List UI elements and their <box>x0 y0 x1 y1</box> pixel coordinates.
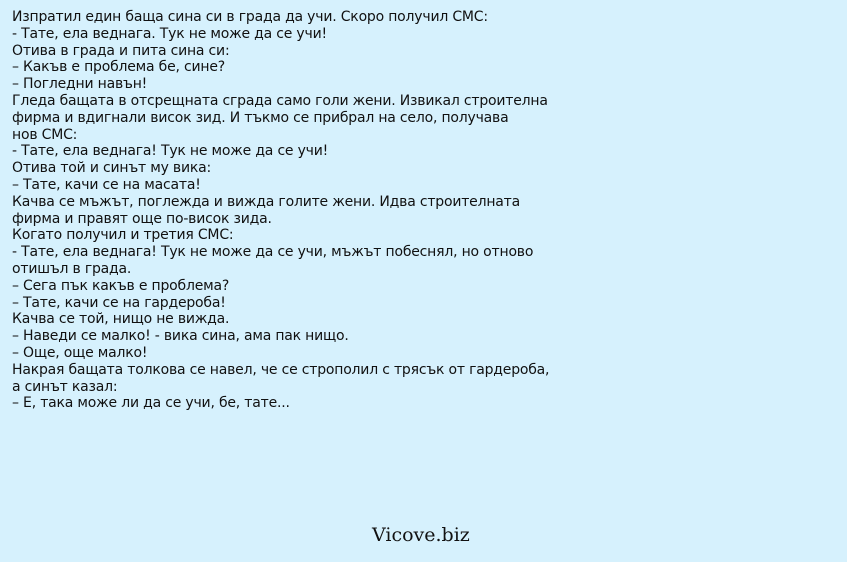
joke-line: Отива той и синът му вика: <box>12 160 212 177</box>
joke-line: Качва се мъжът, поглежда и вижда голите жени. Идва строителната <box>12 193 521 210</box>
joke-line: - Тате, ела веднага! Тук не може да се учи, мъжът побеснял, но отново <box>12 244 534 261</box>
joke-line: – Погледни навън! <box>12 76 148 93</box>
joke-line: – Сега пък какъв е проблема? <box>12 277 230 294</box>
joke-line: Накрая бащата толкова се навел, че се строполил с трясък от гардероба, <box>12 361 550 378</box>
joke-line: фирма и вдигнали висок зид. И тъкмо се прибрал на село, получава <box>12 109 509 126</box>
site-watermark: Vicove.biz <box>372 524 470 546</box>
joke-line: – Още, още малко! <box>12 344 148 361</box>
joke-line: – Какъв е проблема бе, сине? <box>12 59 226 76</box>
joke-line: Гледа бащата в отсрещната сграда само голи жени. Извикал строителна <box>12 92 548 109</box>
joke-line: – Тате, качи се на масата! <box>12 176 201 193</box>
joke-line: - Тате, ела веднага! Тук не може да се учи! <box>12 143 329 160</box>
joke-line: – Тате, качи се на гардероба! <box>12 294 226 311</box>
joke-line: Изпратил един баща сина си в града да учи. Скоро получил СМС: <box>12 9 488 25</box>
joke-line: Отива в града и пита сина си: <box>12 42 230 59</box>
joke-line: а синът казал: <box>12 378 118 395</box>
joke-line: фирма и правят още по-висок зида. <box>12 210 272 227</box>
joke-line: Когато получил и третия СМС: <box>12 227 234 244</box>
joke-line: – Наведи се малко! - вика сина, ама пак нищо. <box>12 328 349 345</box>
joke-line: - Тате, ела веднага. Тук не може да се учи! <box>12 25 327 42</box>
joke-line: Качва се той, нищо не вижда. <box>12 311 230 328</box>
joke-line: отишъл в града. <box>12 260 132 277</box>
joke-line: – Е, така може ли да се учи, бе, тате... <box>12 395 290 412</box>
joke-text <box>12 9 602 412</box>
joke-line: нов СМС: <box>12 126 78 143</box>
